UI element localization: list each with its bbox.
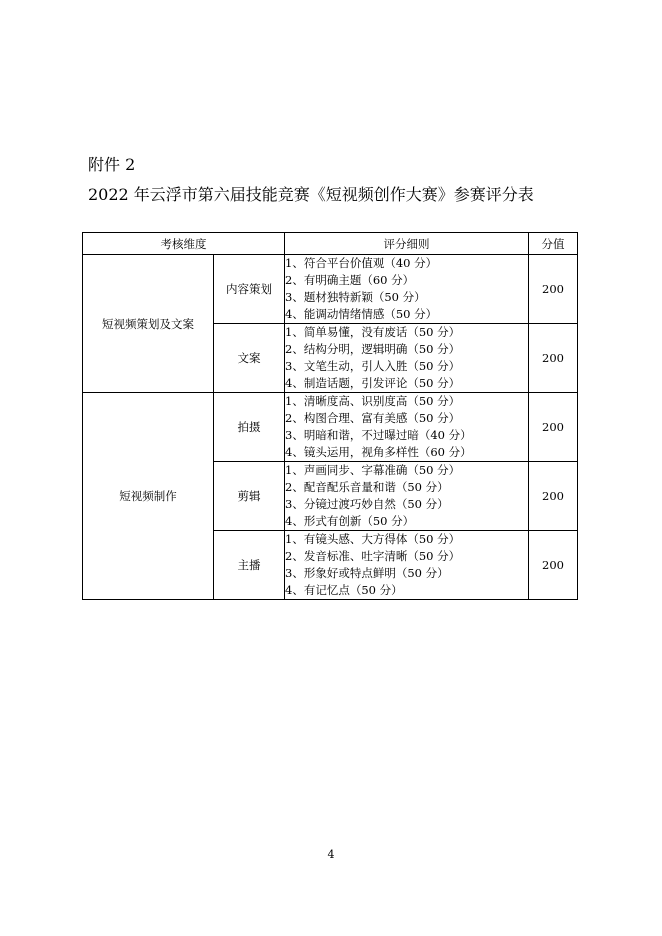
criterion: 2、配音配乐音量和谐（50 分） [285,480,449,494]
dimension-cell: 短视频制作 [83,393,214,600]
criteria-cell [285,324,529,393]
page-number: 4 [327,848,335,861]
criterion: 3、题材独特新颖（50 分） [285,290,426,304]
table-header-row [83,233,578,255]
criterion: 3、明暗和谐，不过曝过暗（40 分） [285,428,472,442]
criterion: 1、简单易懂，没有废话（50 分） [285,325,461,339]
criteria-cell [285,531,529,600]
criteria-cell [285,393,529,462]
score-cell: 200 [529,255,578,324]
dimension-cell: 短视频策划及文案 [83,255,214,393]
criterion: 4、能调动情绪情感（50 分） [285,307,438,321]
criterion: 4、有记忆点（50 分） [285,583,403,597]
criterion: 4、形式有创新（50 分） [285,514,415,528]
item-name-cell: 主播 [214,531,285,600]
criterion: 1、符合平台价值观（40 分） [285,256,438,270]
criterion: 3、文笔生动，引人入胜（50 分） [285,359,461,373]
header-dimension: 考核维度 [83,233,285,255]
scoring-table [82,232,578,600]
table-row [83,255,578,324]
document-title: 2022 年云浮市第六届技能竞赛《短视频创作大赛》参赛评分表 [88,185,534,204]
header-criteria: 评分细则 [285,233,529,255]
criterion: 2、发音标准、吐字清晰（50 分） [285,549,461,563]
criterion: 2、构图合理、富有美感（50 分） [285,411,461,425]
criteria-cell [285,462,529,531]
criterion: 2、有明确主题（60 分） [285,273,415,287]
attachment-label: 附件 2 [88,155,136,174]
score-cell: 200 [529,393,578,462]
item-name-cell: 内容策划 [214,255,285,324]
item-name-cell: 拍摄 [214,393,285,462]
criteria-cell [285,255,529,324]
criterion: 3、形象好或特点鲜明（50 分） [285,566,449,580]
score-cell: 200 [529,324,578,393]
criterion: 4、制造话题，引发评论（50 分） [285,376,461,390]
item-name-cell: 剪辑 [214,462,285,531]
score-cell: 200 [529,462,578,531]
table-row [83,393,578,462]
criterion: 1、声画同步、字幕准确（50 分） [285,463,461,477]
criterion: 1、清晰度高、识别度高（50 分） [285,394,461,408]
criterion: 1、有镜头感、大方得体（50 分） [285,532,461,546]
criterion: 2、结构分明，逻辑明确（50 分） [285,342,461,356]
score-cell: 200 [529,531,578,600]
item-name-cell: 文案 [214,324,285,393]
criterion: 3、分镜过渡巧妙自然（50 分） [285,497,449,511]
criterion: 4、镜头运用，视角多样性（60 分） [285,445,472,459]
header-score: 分值 [529,233,578,255]
